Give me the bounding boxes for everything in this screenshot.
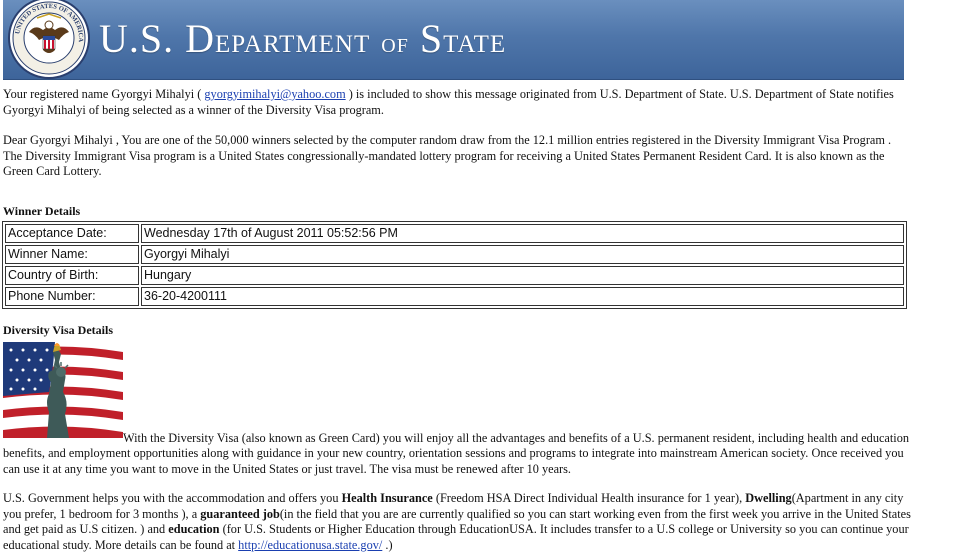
seal-text: UNITED STATES OF AMERICA bbox=[14, 2, 85, 43]
country-of-birth-label: Country of Birth: bbox=[5, 266, 139, 285]
table-row bbox=[5, 266, 904, 285]
acceptance-date-label: Acceptance Date: bbox=[5, 224, 139, 243]
winner-name-label: Winner Name: bbox=[5, 245, 139, 264]
winner-details-table bbox=[2, 221, 907, 309]
email-link[interactable]: gyorgyimihalyi@yahoo.com bbox=[204, 87, 346, 101]
statue-of-liberty-flag-icon bbox=[3, 342, 123, 438]
winner-name-value: Gyorgyi Mihalyi bbox=[141, 245, 904, 264]
header-banner bbox=[3, 0, 904, 80]
country-of-birth-value: Hungary bbox=[141, 266, 904, 285]
phone-number-label: Phone Number: bbox=[5, 287, 139, 306]
intro-paragraph: Your registered name Gyorgyi Mihalyi ( gyorgyimihalyi@yahoo.com ) is included to show this message originated from U.S. Department of State. U.S. Department of State notifies Gyorgyi Mihalyi of being selected as a winner of the Diversity Visa program. bbox=[3, 87, 894, 117]
state-seal-icon bbox=[7, 0, 91, 80]
educationusa-link[interactable]: http://educationusa.state.gov/ bbox=[238, 537, 383, 552]
diversity-visa-heading: Diversity Visa Details bbox=[3, 323, 113, 337]
table-row bbox=[5, 224, 904, 243]
table-row bbox=[5, 287, 904, 306]
visa-benefits-paragraph: With the Diversity Visa (also known as Green Card) you will enjoy all the advantages and benefits of a U.S. permanent resident, including health and education benefits, and employment opportunities along with guidance in your new country, orientation sessions and programs to integrate into mainstream American society. Once received you can use it at any time you want to move in the United States or just travel. The visa must be renewed after 10 years. bbox=[3, 430, 910, 476]
acceptance-date-value: Wednesday 17th of August 2011 05:52:56 PM bbox=[141, 224, 904, 243]
message-body bbox=[3, 87, 913, 553]
table-row bbox=[5, 245, 904, 264]
winner-details-heading: Winner Details bbox=[3, 203, 81, 218]
greeting-paragraph: Dear Gyorgyi Mihalyi , You are one of the 50,000 winners selected by the computer random draw from the 12.1 million entries registered in the Diversity Immigrant Visa Program . The Diversity Immigrant Visa program is a United States congressionally-mandated lottery program for receiving a United States Permanent Resident Card. It is also known as the Green Card Lottery. bbox=[3, 133, 892, 178]
page-title: U.S. DEPARTMENT OF STATE bbox=[99, 16, 507, 61]
government-help-paragraph: U.S. Government helps you with the accommodation and offers you Health Insurance (Freedom HSA Direct Individual Health insurance for 1 year), Dwelling(Apartment in any city you prefer, 1 bedroom for 3 months ), a guaranteed job(in the field that you are are currently qualified so you can start working even from the first week you arrive in the United States and get paid as U.S citizen. ) and education (for U.S. Students or Higher Education through EducationUSA. It includes transfer to a U.S college or University so you can continue your educational study. More details can be found at http://educationusa.state.gov/ .) bbox=[3, 491, 911, 552]
flag-statue-image bbox=[3, 342, 123, 438]
phone-number-value: 36-20-4200111 bbox=[141, 287, 904, 306]
